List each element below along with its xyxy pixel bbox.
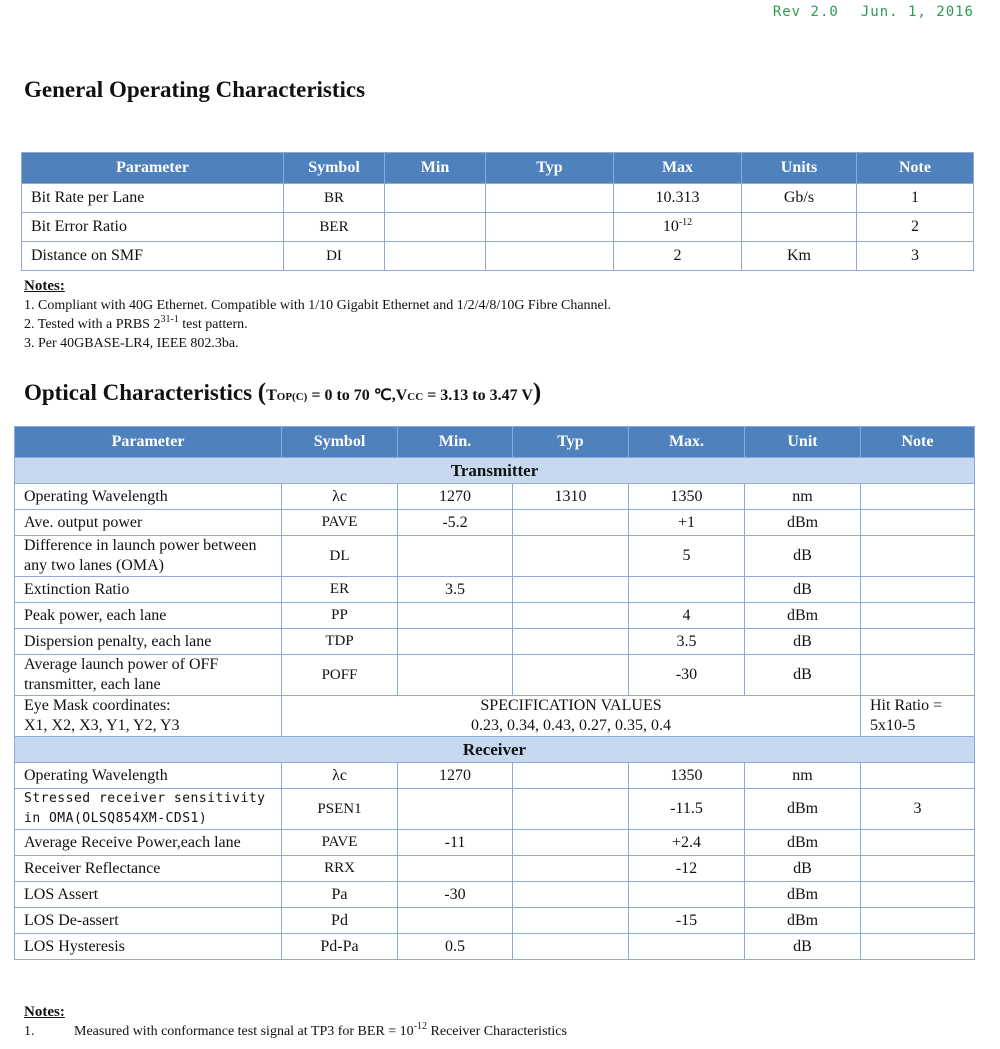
min-cell [385, 184, 486, 213]
typ-cell [486, 184, 614, 213]
column-header: Parameter [15, 427, 282, 458]
table-row [15, 763, 975, 789]
revision-date: Jun. 1, 2016 [860, 4, 974, 20]
column-header: Typ [513, 427, 629, 458]
symbol-cell: BR [284, 184, 385, 213]
cond-t: T [266, 387, 277, 404]
column-header: Unit [745, 427, 861, 458]
unit-cell: nm [745, 763, 861, 789]
note-cell [861, 882, 975, 908]
min-cell: -11 [398, 830, 513, 856]
receiver-section-row [15, 737, 975, 763]
symbol-cell: PP [282, 603, 398, 629]
max-cell: +2.4 [629, 830, 745, 856]
min-cell [398, 789, 513, 830]
max-cell [629, 882, 745, 908]
table-row [22, 242, 974, 271]
note-superscript: -12 [413, 1021, 428, 1032]
typ-cell [513, 856, 629, 882]
max-cell: -30 [629, 655, 745, 696]
optical-notes [24, 1003, 567, 1041]
min-cell: 1270 [398, 763, 513, 789]
unit-cell: dBm [745, 603, 861, 629]
cond-vcc-range: = 3.13 to 3.47 V [423, 387, 533, 404]
typ-cell [513, 830, 629, 856]
typ-cell [513, 536, 629, 577]
optical-section-title: Optical Characteristics (TOP(C) = 0 to 70 ℃,VCC = 3.13 to 3.47 V) [24, 379, 542, 406]
min-cell: -30 [398, 882, 513, 908]
unit-cell: dB [745, 577, 861, 603]
notes-label: Notes: [24, 278, 65, 294]
unit-cell: dBm [745, 510, 861, 536]
note-2-tail: test pattern. [178, 317, 248, 332]
revision-label: Rev 2.0 [772, 4, 839, 20]
parameter-cell [15, 789, 282, 830]
operating-condition [266, 387, 533, 404]
symbol-cell: TDP [282, 629, 398, 655]
symbol-cell: PSEN1 [282, 789, 398, 830]
min-cell: 1270 [398, 484, 513, 510]
symbol-cell: RRX [282, 856, 398, 882]
note-text [74, 1022, 567, 1041]
note-number: 1. [24, 1024, 35, 1039]
max-cell: -12 [629, 856, 745, 882]
unit-cell: dB [745, 856, 861, 882]
optical-characteristics-table [14, 426, 975, 960]
symbol-cell: Pd [282, 908, 398, 934]
symbol-cell: PAVE [282, 510, 398, 536]
revision-header [773, 4, 974, 20]
column-header: Min [385, 153, 486, 184]
table-row [15, 484, 975, 510]
symbol-cell: ER [282, 577, 398, 603]
unit-cell: dB [745, 934, 861, 960]
column-header: Note [861, 427, 975, 458]
note-cell [861, 655, 975, 696]
general-characteristics-table [21, 152, 974, 271]
column-header: Max [614, 153, 742, 184]
symbol-cell: POFF [282, 655, 398, 696]
table-row [15, 882, 975, 908]
table-row [22, 184, 974, 213]
symbol-cell: BER [284, 213, 385, 242]
min-cell: 0.5 [398, 934, 513, 960]
max-cell: 1350 [629, 484, 745, 510]
eye-mask-spec-label: SPECIFICATION VALUES [480, 697, 662, 714]
column-header: Min. [398, 427, 513, 458]
parameter-cell: Bit Rate per Lane [22, 184, 284, 213]
eye-mask-parameter [15, 696, 282, 737]
column-header: Symbol [282, 427, 398, 458]
column-header: Max. [629, 427, 745, 458]
table-row [15, 629, 975, 655]
unit-cell: dBm [745, 789, 861, 830]
table-row [15, 577, 975, 603]
note-cell [861, 934, 975, 960]
parameter-line-1: Stressed receiver sensitivity [24, 791, 266, 806]
table-row [15, 510, 975, 536]
typ-cell: 1310 [513, 484, 629, 510]
symbol-cell: DL [282, 536, 398, 577]
parameter-cell: Receiver Reflectance [15, 856, 282, 882]
note-cell: 2 [857, 213, 974, 242]
note-cell [861, 830, 975, 856]
cond-t-range: = 0 to 70 ℃,V [307, 387, 408, 404]
unit-cell: dBm [745, 830, 861, 856]
typ-cell [513, 908, 629, 934]
min-cell: 3.5 [398, 577, 513, 603]
max-cell: 2 [614, 242, 742, 271]
unit-cell: dB [745, 536, 861, 577]
max-cell: 10.313 [614, 184, 742, 213]
typ-cell [513, 510, 629, 536]
eye-mask-spec-values: 0.23, 0.34, 0.43, 0.27, 0.35, 0.4 [471, 717, 671, 734]
table-row [15, 856, 975, 882]
eye-mask-coords: X1, X2, X3, Y1, Y2, Y3 [24, 717, 180, 734]
min-cell [398, 629, 513, 655]
note-3: 3. Per 40GBASE-LR4, IEEE 802.3ba. [24, 336, 239, 351]
hit-ratio-value: 5x10-5 [870, 717, 916, 734]
column-header: Note [857, 153, 974, 184]
cond-t-sub: OP(C) [276, 391, 308, 403]
typ-cell [513, 763, 629, 789]
note-1: 1. Compliant with 40G Ethernet. Compatible with 1/10 Gigabit Ethernet and 1/2/4/8/10G Fibre Channel. [24, 298, 612, 313]
notes-label: Notes: [24, 1004, 65, 1020]
eye-mask-row [15, 696, 975, 737]
min-cell: -5.2 [398, 510, 513, 536]
typ-cell [513, 577, 629, 603]
hit-ratio-label: Hit Ratio = [870, 697, 943, 714]
min-cell [398, 536, 513, 577]
parameter-cell: Difference in launch power between any two lanes (OMA) [15, 536, 282, 577]
unit-cell: nm [745, 484, 861, 510]
min-cell [385, 213, 486, 242]
note-cell: 3 [861, 789, 975, 830]
note-cell: 3 [857, 242, 974, 271]
symbol-cell: λc [282, 763, 398, 789]
min-cell [398, 908, 513, 934]
max-cell: -15 [629, 908, 745, 934]
units-cell: Km [742, 242, 857, 271]
receiver-label: Receiver [15, 737, 975, 763]
units-cell [742, 213, 857, 242]
typ-cell [513, 629, 629, 655]
max-cell: 4 [629, 603, 745, 629]
parameter-cell: Distance on SMF [22, 242, 284, 271]
table-row [22, 213, 974, 242]
cond-vcc-sub: CC [407, 391, 424, 403]
max-base: 10 [662, 218, 679, 235]
min-cell [398, 603, 513, 629]
max-cell: +1 [629, 510, 745, 536]
symbol-cell: DI [284, 242, 385, 271]
typ-cell [513, 882, 629, 908]
column-header: Units [742, 153, 857, 184]
unit-cell: dB [745, 655, 861, 696]
parameter-cell: LOS De-assert [15, 908, 282, 934]
note-text-tail: Receiver Characteristics [427, 1024, 567, 1039]
symbol-cell: Pa [282, 882, 398, 908]
column-header: Symbol [284, 153, 385, 184]
min-cell [385, 242, 486, 271]
max-exponent: -12 [678, 217, 693, 228]
typ-cell [486, 242, 614, 271]
table-row [15, 934, 975, 960]
max-cell [629, 577, 745, 603]
note-cell [861, 908, 975, 934]
parameter-cell: Average launch power of OFF transmitter, each lane [15, 655, 282, 696]
max-cell: 3.5 [629, 629, 745, 655]
column-header: Typ [486, 153, 614, 184]
note-cell [861, 484, 975, 510]
note-cell [861, 856, 975, 882]
note-2-text: 2. Tested with a PRBS 2 [24, 317, 161, 332]
symbol-cell: Pd-Pa [282, 934, 398, 960]
typ-cell [513, 655, 629, 696]
table-header-row [15, 427, 975, 458]
general-notes [24, 277, 611, 353]
max-cell: -11.5 [629, 789, 745, 830]
max-cell [614, 213, 742, 242]
table-row [15, 789, 975, 830]
min-cell [398, 856, 513, 882]
parameter-cell: Ave. output power [15, 510, 282, 536]
max-cell [629, 934, 745, 960]
transmitter-section-row [15, 458, 975, 484]
typ-cell [513, 934, 629, 960]
parameter-cell: Extinction Ratio [15, 577, 282, 603]
parameter-cell: Peak power, each lane [15, 603, 282, 629]
note-2-superscript: 31-1 [160, 314, 179, 325]
table-row [15, 908, 975, 934]
table-row [15, 536, 975, 577]
column-header: Parameter [22, 153, 284, 184]
note-cell [861, 763, 975, 789]
parameter-cell: LOS Hysteresis [15, 934, 282, 960]
note-cell [861, 629, 975, 655]
eye-mask-label: Eye Mask coordinates: [24, 697, 171, 714]
general-section-title: General Operating Characteristics [24, 77, 366, 102]
parameter-cell: LOS Assert [15, 882, 282, 908]
note-item [24, 1022, 567, 1041]
unit-cell: dBm [745, 882, 861, 908]
parameter-cell: Operating Wavelength [15, 763, 282, 789]
max-cell: 1350 [629, 763, 745, 789]
max-cell: 5 [629, 536, 745, 577]
note-cell [861, 577, 975, 603]
parameter-cell: Dispersion penalty, each lane [15, 629, 282, 655]
optical-title-text: Optical Characteristics [24, 380, 253, 405]
note-cell: 1 [857, 184, 974, 213]
unit-cell: dBm [745, 908, 861, 934]
transmitter-label: Transmitter [15, 458, 975, 484]
typ-cell [486, 213, 614, 242]
note-text-main: Measured with conformance test signal at TP3 for BER = 10 [74, 1024, 414, 1039]
table-row [15, 603, 975, 629]
note-cell [861, 603, 975, 629]
parameter-cell: Bit Error Ratio [22, 213, 284, 242]
note-cell [861, 510, 975, 536]
parameter-cell: Operating Wavelength [15, 484, 282, 510]
unit-cell: dB [745, 629, 861, 655]
eye-mask-spec [282, 696, 861, 737]
typ-cell [513, 789, 629, 830]
table-row [15, 655, 975, 696]
table-header-row [22, 153, 974, 184]
note-cell [861, 536, 975, 577]
symbol-cell: λc [282, 484, 398, 510]
typ-cell [513, 603, 629, 629]
units-cell: Gb/s [742, 184, 857, 213]
note-2 [24, 314, 248, 332]
symbol-cell: PAVE [282, 830, 398, 856]
parameter-line-2: in OMA(OLSQ854XM-CDS1) [24, 811, 208, 826]
parameter-cell: Average Receive Power,each lane [15, 830, 282, 856]
table-row [15, 830, 975, 856]
min-cell [398, 655, 513, 696]
eye-mask-note [861, 696, 975, 737]
